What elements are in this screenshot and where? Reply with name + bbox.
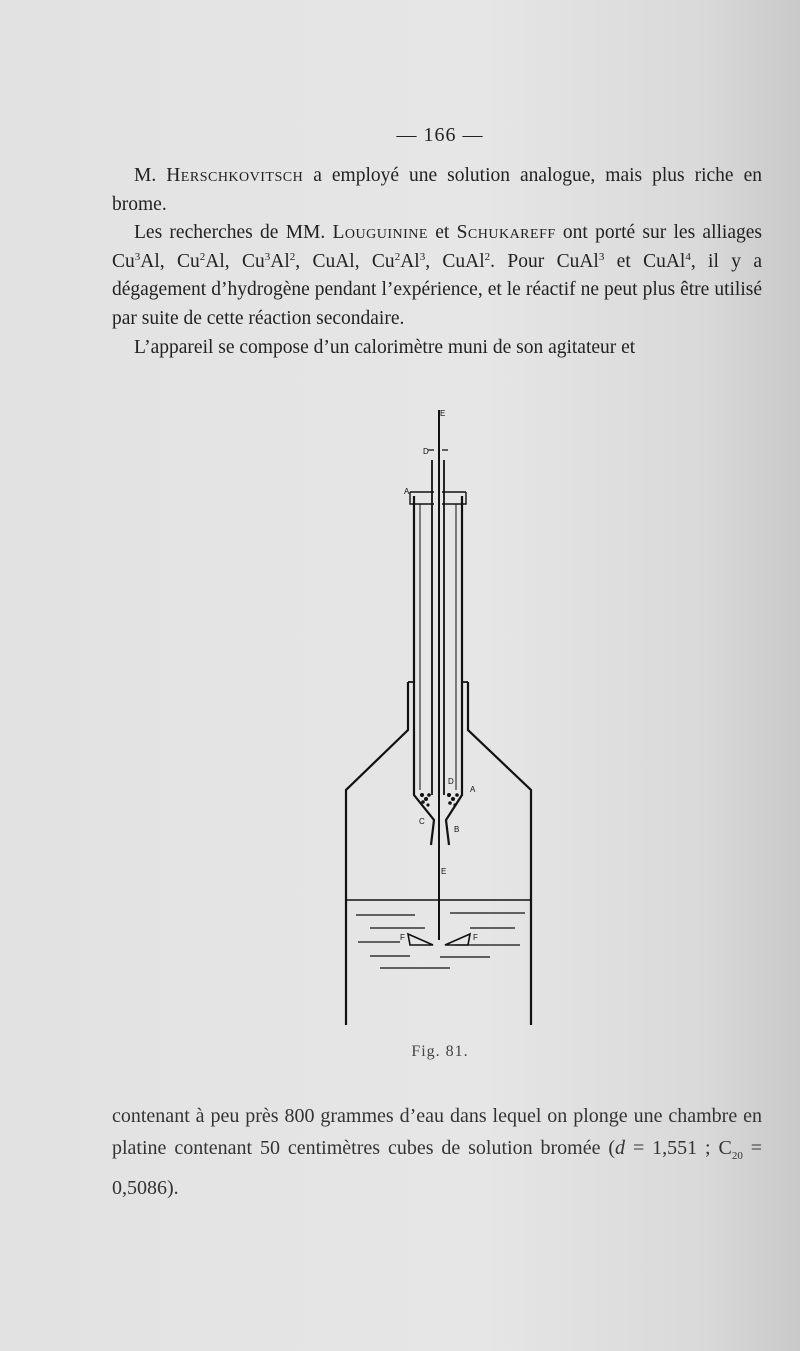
figure-label-f: F xyxy=(400,933,405,942)
text-block-lower xyxy=(112,1100,762,1204)
paragraph-1: M. Herschkovitsch a employé une solution analogue, mais plus riche en brome. xyxy=(112,165,762,215)
author-name: Herschkovitsch xyxy=(166,165,304,186)
calorimeter-figure xyxy=(330,400,550,1040)
figure-label-c: C xyxy=(419,817,425,826)
figure-label-d: D xyxy=(448,777,454,786)
page-number: — 166 — xyxy=(396,124,484,146)
figure-label-e: E xyxy=(440,409,446,418)
paragraph-3: L’appareil se compose d’un calorimètre muni de son agitateur et xyxy=(134,336,636,358)
figure-label-a: A xyxy=(470,785,476,794)
text-block-upper xyxy=(112,162,762,362)
paragraph-4: contenant à peu près 800 grammes d’eau dans lequel on plonge une chambre en platine contenant 50 centimètres cubes de solution bromée (d = 1,551 ; $C_{20} = 0,5086$). xyxy=(112,1105,763,1199)
figure-caption: Fig. 81. xyxy=(411,1043,469,1060)
figure-label-a: A xyxy=(404,487,410,496)
figure-label-b: B xyxy=(454,825,460,834)
figure-label-e: E xyxy=(441,867,447,876)
author-name: Louguinine xyxy=(332,222,428,244)
figure-label-f: F xyxy=(473,933,478,942)
paragraph-2: Les recherches de MM. Louguinine et Schukareff ont porté sur les alliages Cu$^3$Al, Cu$^2$Al, Cu$^3$Al$^2$, CuAl, Cu$^2$Al$^3$, CuAl$^2$. Pour CuAl$^3$ et CuAl$^4$, il y a dégagement d’hydrogène pendant l’expérience, et le réactif ne peut plus être utilisé par suite de cette réaction secondaire. xyxy=(112,222,762,329)
author-name: Schukareff xyxy=(456,222,556,244)
figure-label-d: D xyxy=(423,447,429,456)
